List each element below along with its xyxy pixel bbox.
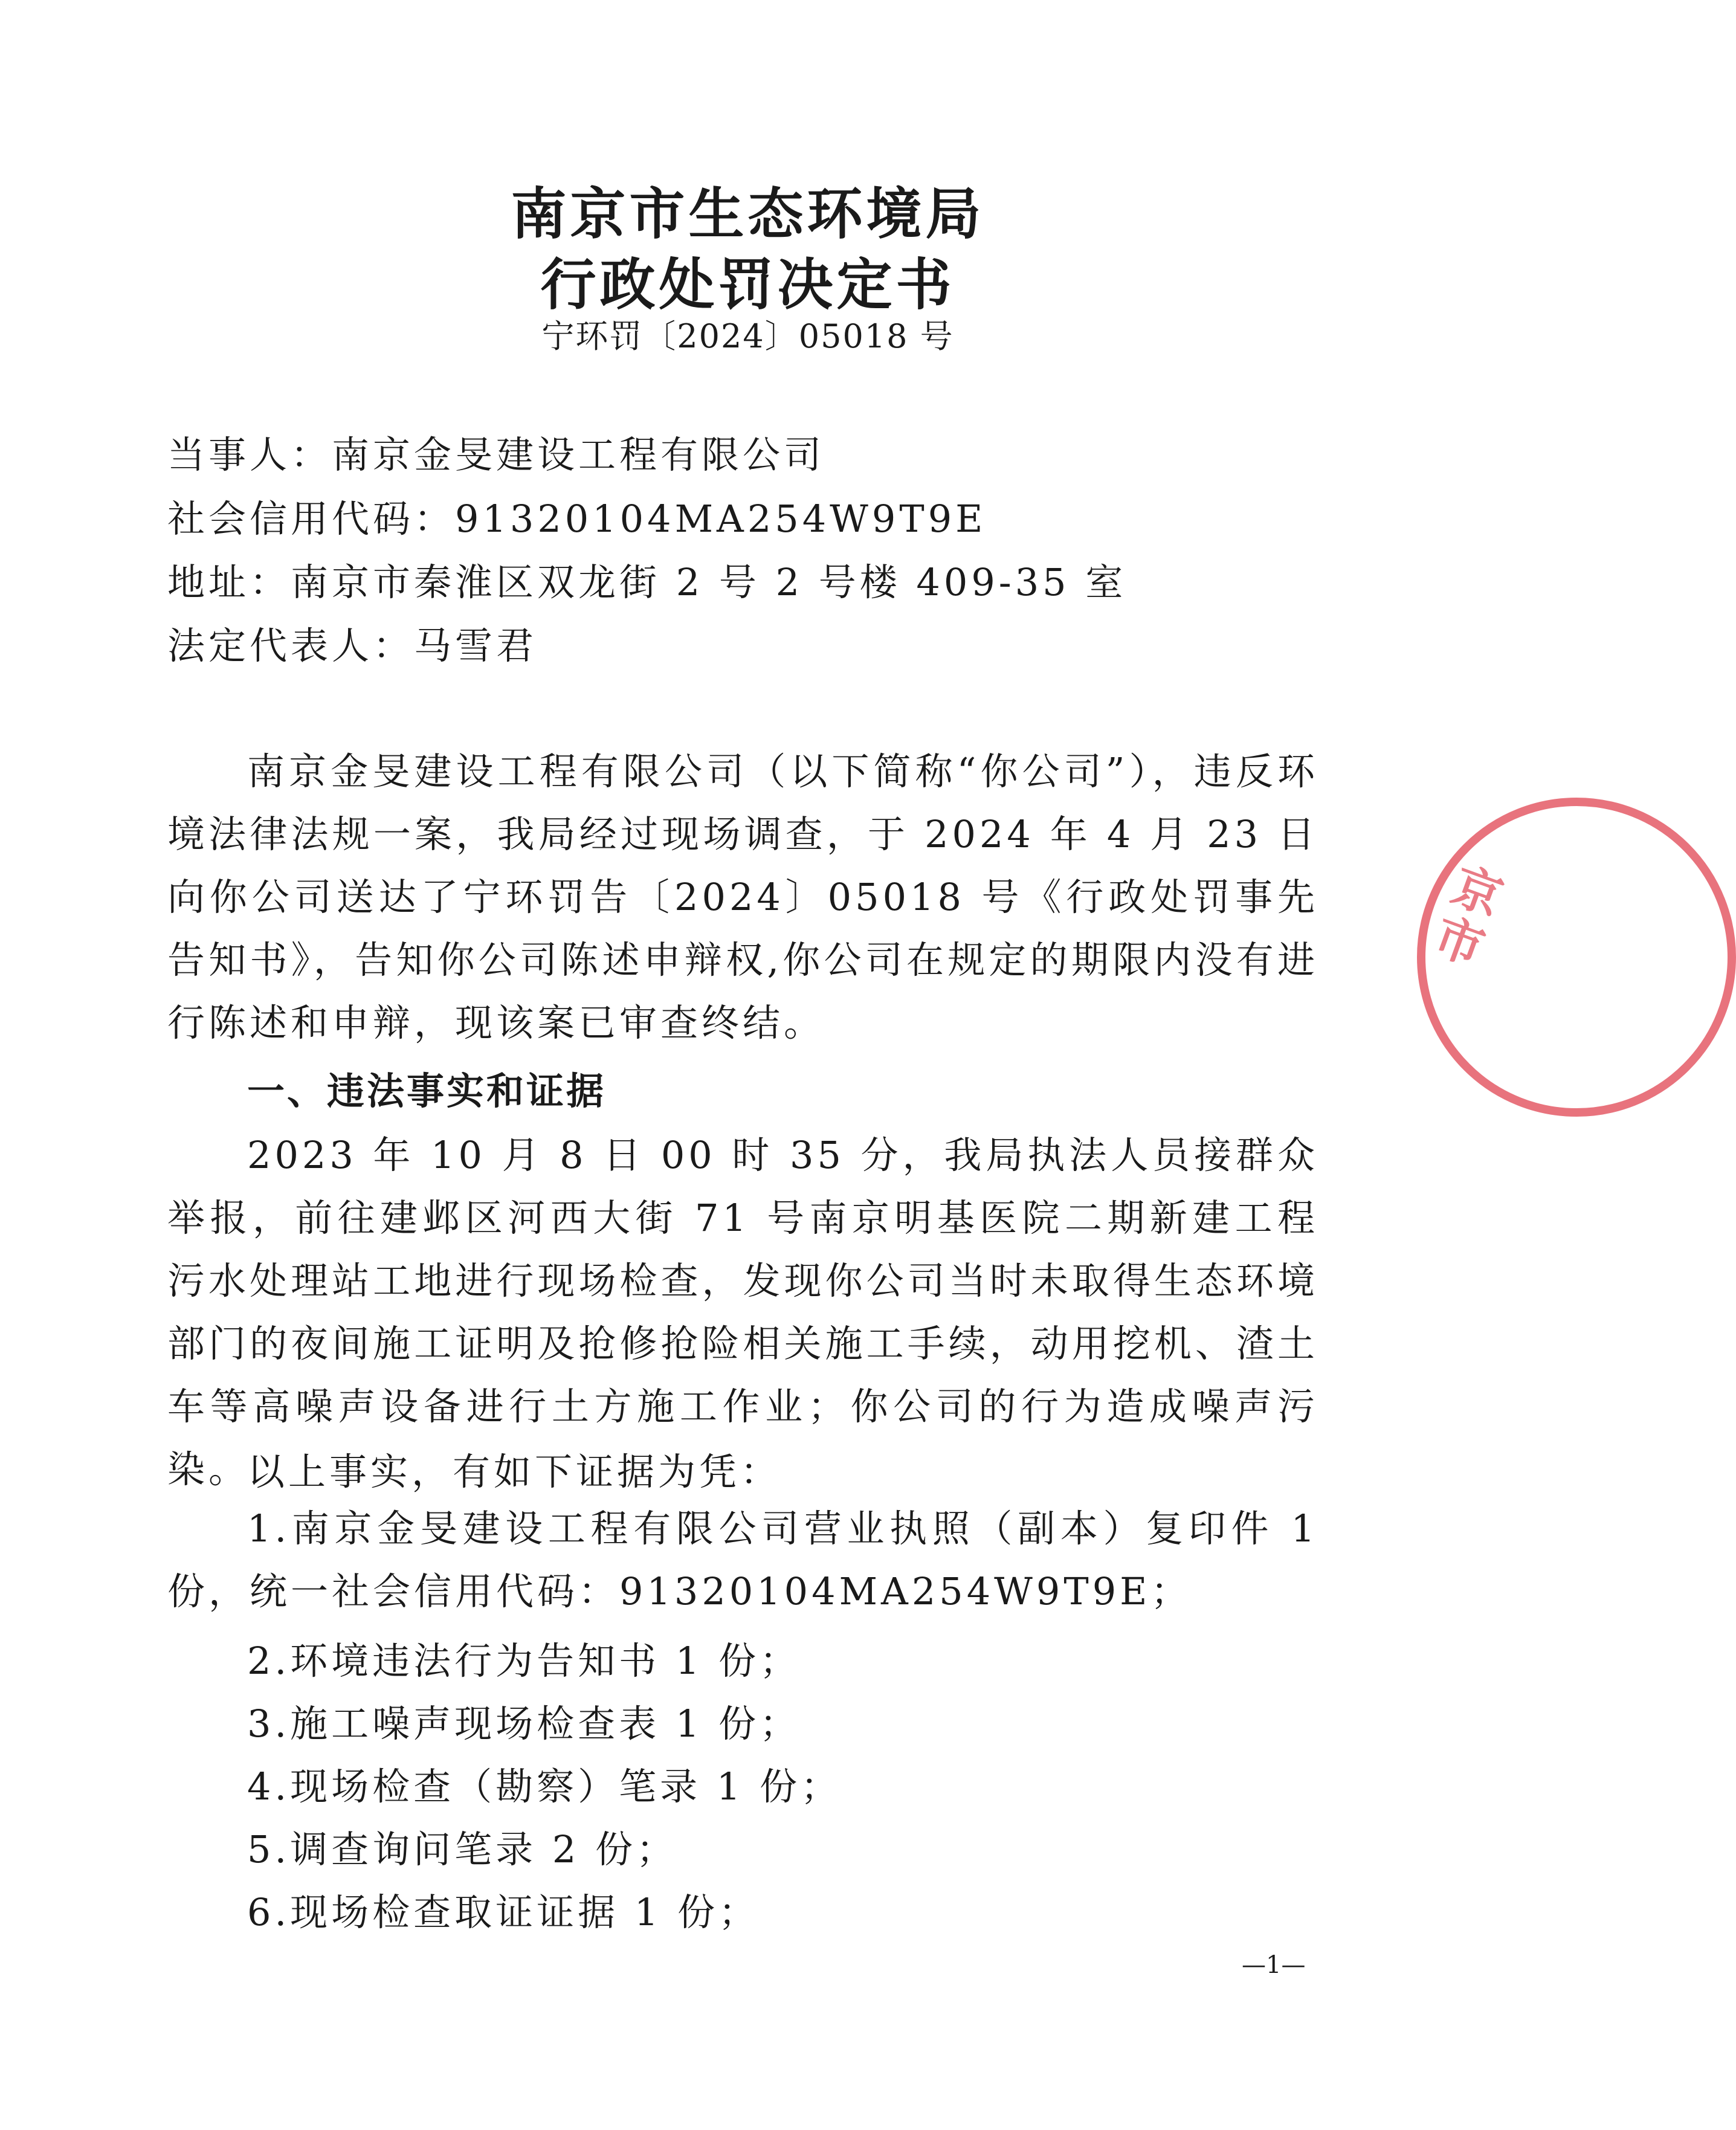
page-number: —1— bbox=[1242, 1951, 1306, 1979]
section-heading-facts: 一、违法事实和证据 bbox=[247, 1069, 607, 1113]
evidence-item: 6.现场检查取证证据 1 份； bbox=[247, 1890, 760, 1934]
evidence-item: 3.施工噪声现场检查表 1 份； bbox=[247, 1702, 801, 1746]
party-name: 当事人：南京金旻建设工程有限公司 bbox=[167, 433, 825, 477]
facts-paragraph: 2023 年 10 月 8 日 00 时 35 分，我局执法人员接群众举报，前往建邺区河西大街 71 号南京明基医院二期新建工程污水处理站工地进行现场检查，发现你公司当时未取得生态环境部门的夜间施工证明及抢修抢险相关施工手续，动用挖机、渣土车等高噪声设备进行土方施工作业；你公司的行为造成噪声污染。 bbox=[167, 1133, 1318, 1491]
evidence-item: 4.现场检查（勘察）笔录 1 份； bbox=[247, 1764, 842, 1809]
evidence-item: 5.调查询问笔录 2 份； bbox=[247, 1827, 678, 1871]
evidence-item: 1.南京金旻建设工程有限公司营业执照（副本）复印件 1 份，统一社会信用代码：91320104MA254W9T9E； bbox=[167, 1506, 1318, 1613]
party-credit-code: 社会信用代码：91320104MA254W9T9E bbox=[167, 497, 987, 541]
evidence-item: 2.环境违法行为告知书 1 份； bbox=[247, 1639, 801, 1683]
party-legal-representative: 法定代表人：马雪君 bbox=[167, 624, 538, 668]
evidence-intro: 以上事实，有如下证据为凭： bbox=[247, 1450, 782, 1494]
document-number: 宁环罚〔2024〕05018 号 bbox=[541, 317, 954, 355]
document-title-agency: 南京市生态环境局 bbox=[511, 181, 985, 247]
intro-paragraph: 南京金旻建设工程有限公司（以下简称“你公司”），违反环境法律法规一案，我局经过现场调查，于 2024 年 4 月 23 日向你公司送达了宁环罚告〔2024〕05018 号《行政处罚事先告知书》，告知你公司陈述申辩权,你公司在规定的期限内没有进行陈述和申辩，现该案已审查终结。 bbox=[167, 749, 1318, 1045]
party-address: 地址：南京市秦淮区双龙街 2 号 2 号楼 409-35 室 bbox=[167, 560, 1127, 604]
official-seal-text: 京市 bbox=[1427, 856, 1510, 977]
document-title-type: 行政处罚决定书 bbox=[540, 252, 955, 317]
